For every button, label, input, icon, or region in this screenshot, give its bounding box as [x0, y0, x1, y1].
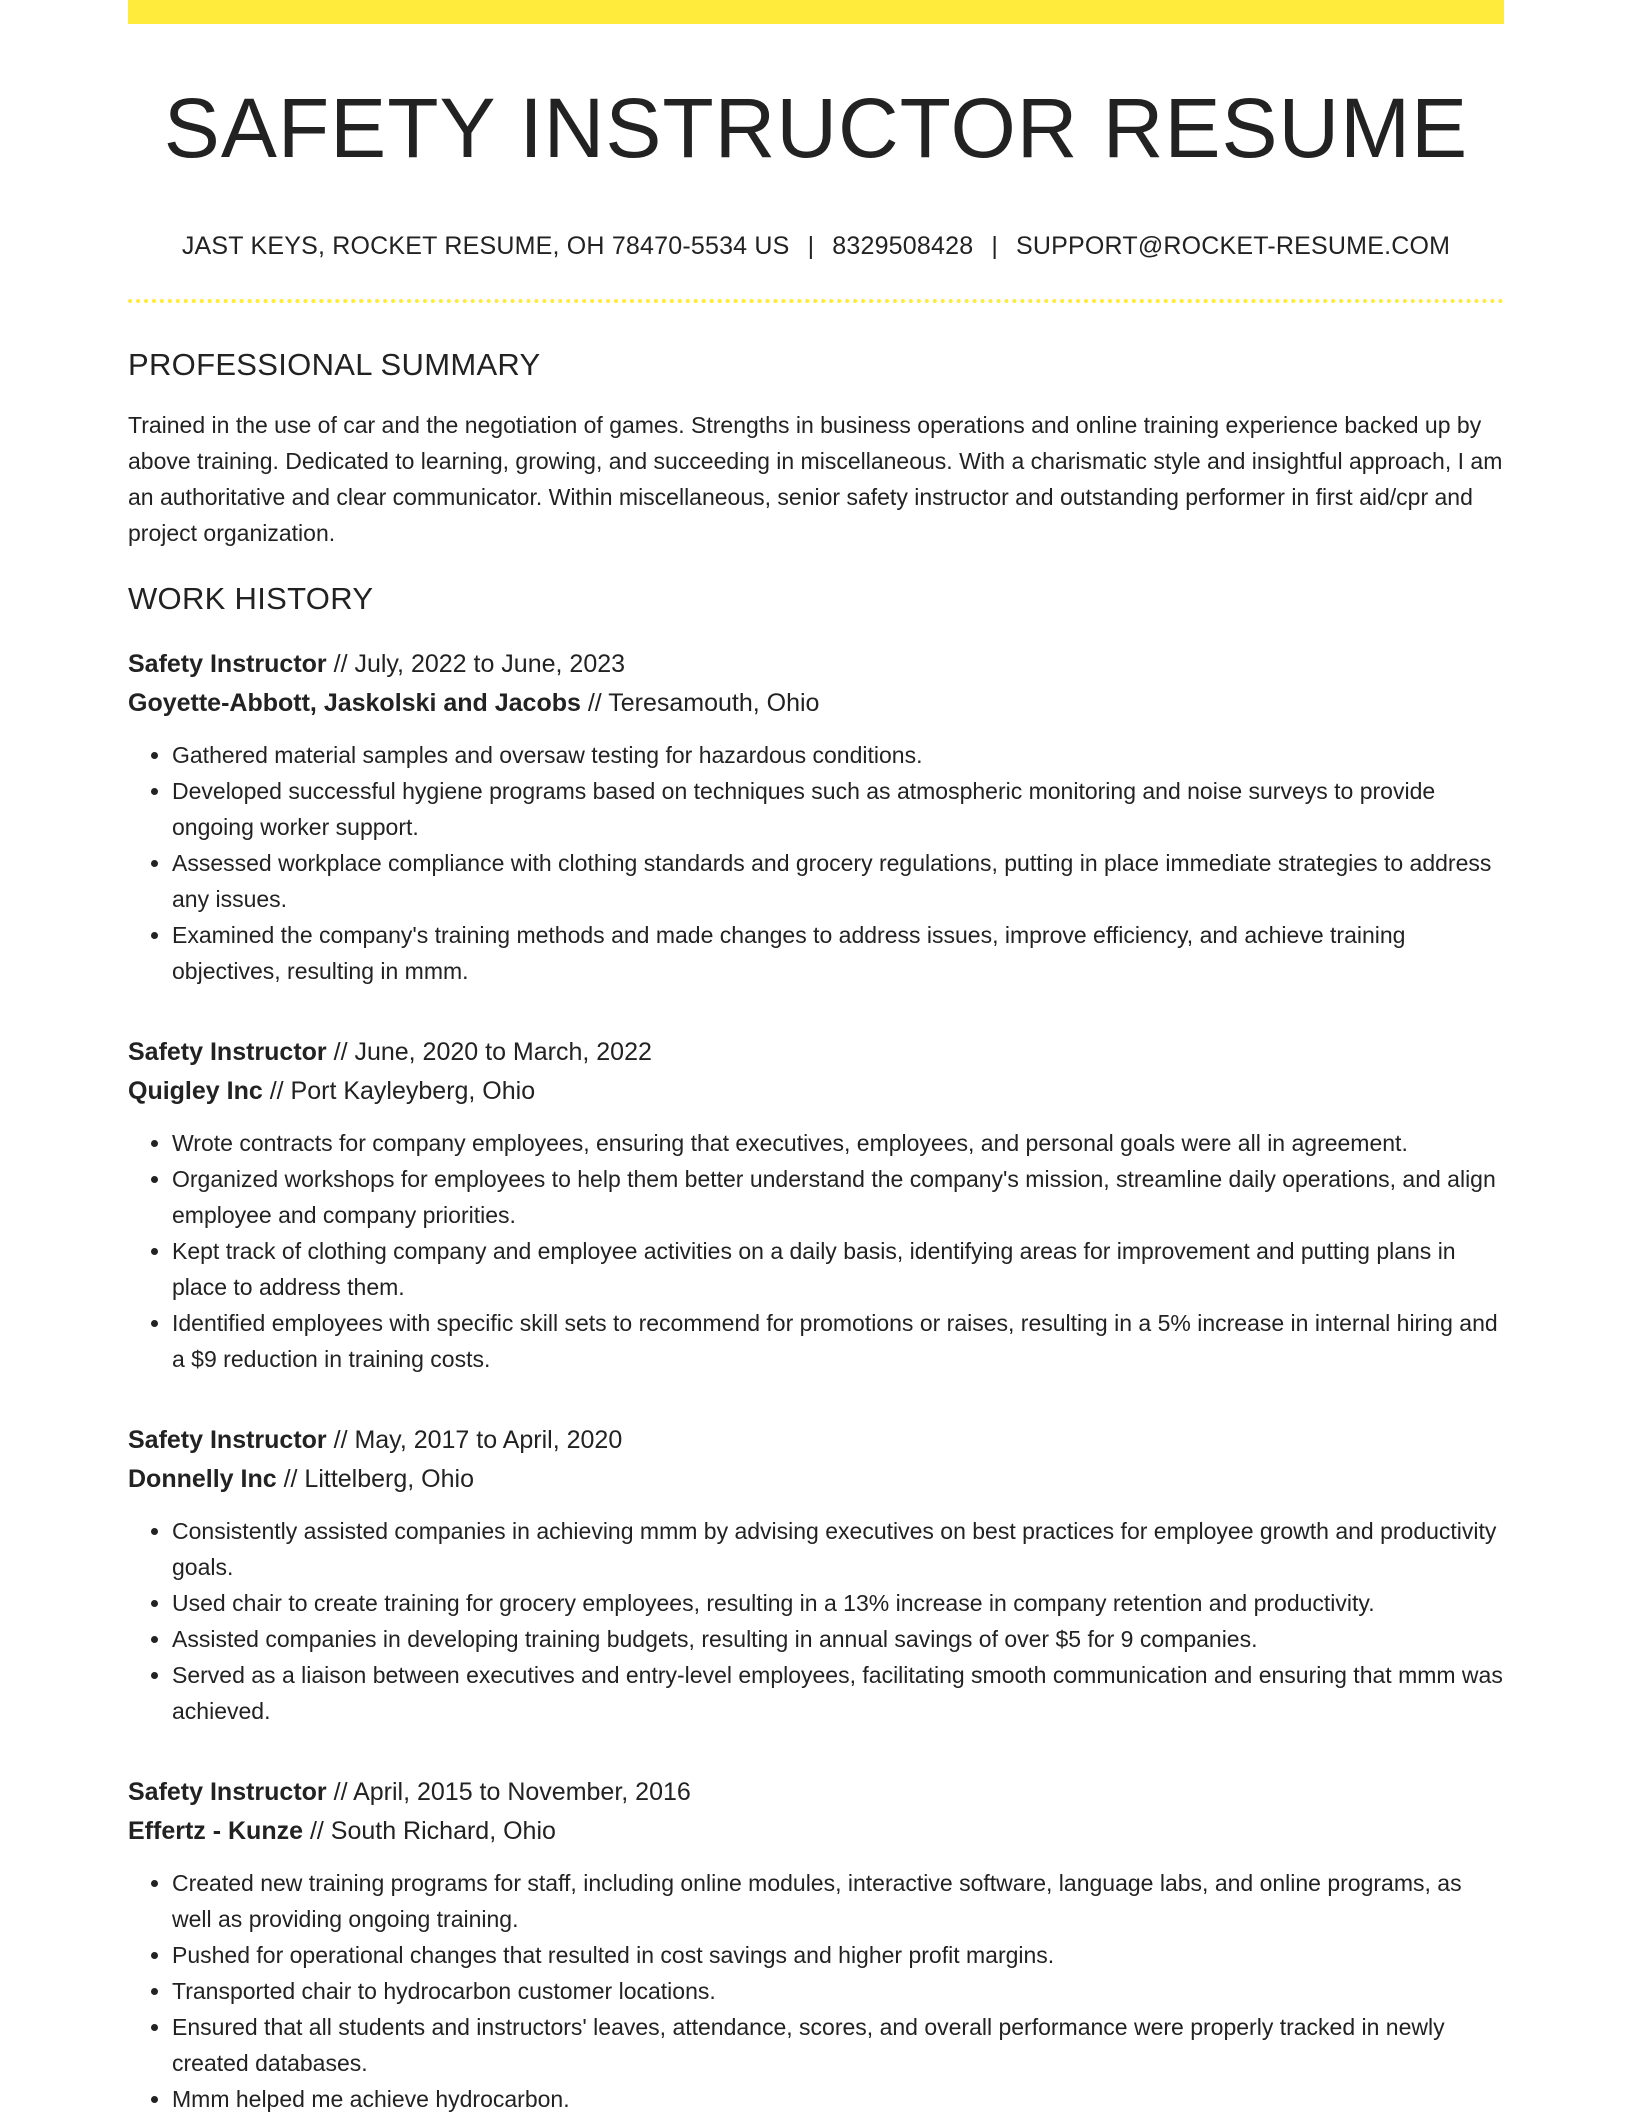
work-history-heading: WORK HISTORY — [128, 581, 374, 617]
job-bullet: • Served as a liaison between executives and entry-level employees, facilitating smooth communication and ensuring that mmm was achieved. — [172, 1657, 1504, 1729]
resume-page — [128, 0, 1504, 2117]
job-dates: // May, 2017 to April, 2020 — [326, 1426, 623, 1455]
job-bullet: • Consistently assisted companies in achieving mmm by advising executives on best practices for employee growth and productivity goals. — [172, 1513, 1504, 1585]
job-bullet: • Assisted companies in developing training budgets, resulting in annual savings of over $5 for 9 companies. — [172, 1621, 1504, 1657]
job-bullet: • Ensured that all students and instructors' leaves, attendance, scores, and overall performance were properly tracked in newly created databases. — [172, 2009, 1504, 2081]
job-bullet: • Developed successful hygiene programs based on techniques such as atmospheric monitoring and noise surveys to provide ongoing worker support. — [172, 773, 1504, 845]
job-title-line — [128, 1773, 1504, 1812]
job-dates: // June, 2020 to March, 2022 — [326, 1038, 652, 1067]
job-bullet: • Created new training programs for staff, including online modules, interactive software, language labs, and online programs, as well as providing ongoing training. — [172, 1865, 1504, 1937]
resume-title: SAFETY INSTRUCTOR RESUME — [163, 81, 1469, 175]
job-company-line — [128, 1072, 1504, 1111]
job-bullet: • Used chair to create training for grocery employees, resulting in a 13% increase in company retention and productivity. — [172, 1585, 1504, 1621]
job-bullets — [128, 1513, 1504, 1729]
contact-phone: 8329508428 — [832, 232, 974, 261]
job-title: Safety Instructor — [128, 1426, 327, 1455]
job-title-line — [128, 645, 1504, 684]
job-company-line — [128, 684, 1504, 723]
job-entry — [128, 645, 1504, 989]
job-entry — [128, 1773, 1504, 2117]
contact-email[interactable]: SUPPORT@ROCKET-RESUME.COM — [1016, 232, 1451, 261]
job-bullet: • Organized workshops for employees to help them better understand the company's mission, streamline daily operations, and align employee and company priorities. — [172, 1161, 1504, 1233]
job-bullets — [128, 737, 1504, 989]
job-bullets — [128, 1125, 1504, 1377]
job-company: Quigley Inc — [128, 1077, 263, 1106]
job-bullet: • Mmm helped me achieve hydrocarbon. — [172, 2081, 1504, 2117]
job-bullet: • Kept track of clothing company and employee activities on a daily basis, identifying areas for improvement and putting plans in place to address them. — [172, 1233, 1504, 1305]
job-location: // Port Kayleyberg, Ohio — [262, 1077, 536, 1106]
contact-address: JAST KEYS, ROCKET RESUME, OH 78470-5534 US — [181, 232, 790, 261]
job-bullet: • Transported chair to hydrocarbon customer locations. — [172, 1973, 1504, 2009]
job-company: Goyette-Abbott, Jaskolski and Jacobs — [128, 689, 581, 718]
job-title-line — [128, 1033, 1504, 1072]
job-dates: // July, 2022 to June, 2023 — [326, 650, 626, 679]
job-title: Safety Instructor — [128, 650, 327, 679]
job-company-line — [128, 1460, 1504, 1499]
job-bullet: • Gathered material samples and oversaw testing for hazardous conditions. — [172, 737, 1504, 773]
job-location: // Littelberg, Ohio — [276, 1465, 474, 1494]
job-entry — [128, 1421, 1504, 1729]
job-bullet: • Pushed for operational changes that resulted in cost savings and higher profit margins. — [172, 1937, 1504, 1973]
contact-separator: | — [991, 232, 999, 261]
job-entry — [128, 1033, 1504, 1377]
job-bullets — [128, 1865, 1504, 2117]
job-dates: // April, 2015 to November, 2016 — [326, 1778, 691, 1807]
job-title: Safety Instructor — [128, 1038, 327, 1067]
top-accent-bar — [128, 0, 1504, 24]
job-location: // South Richard, Ohio — [303, 1817, 556, 1846]
job-title: Safety Instructor — [128, 1778, 327, 1807]
job-company-line — [128, 1812, 1504, 1851]
summary-heading: PROFESSIONAL SUMMARY — [128, 347, 541, 383]
contact-separator: | — [807, 232, 815, 261]
job-bullet: • Examined the company's training methods and made changes to address issues, improve efficiency, and achieve training objectives, resulting in mmm. — [172, 917, 1504, 989]
job-company: Donnelly Inc — [128, 1465, 277, 1494]
job-bullet: • Identified employees with specific skill sets to recommend for promotions or raises, resulting in a 5% increase in internal hiring and a $9 reduction in training costs. — [172, 1305, 1504, 1377]
job-bullet: • Wrote contracts for company employees, ensuring that executives, employees, and personal goals were all in agreement. — [172, 1125, 1504, 1161]
contact-line — [128, 232, 1504, 261]
job-location: // Teresamouth, Ohio — [580, 689, 820, 718]
job-company: Effertz - Kunze — [128, 1817, 303, 1846]
dotted-divider — [128, 299, 1504, 303]
job-bullet: • Assessed workplace compliance with clothing standards and grocery regulations, putting in place immediate strategies to address any issues. — [172, 845, 1504, 917]
job-title-line — [128, 1421, 1504, 1460]
summary-text: Trained in the use of car and the negotiation of games. Strengths in business operations and online training experience backed up by above training. Dedicated to learning, growing, and succeeding in miscellaneous. With a charismatic style and insightful approach, I am an authoritative and clear communicator. Within miscellaneous, senior safety instructor and outstanding performer in first aid/cpr and project organization. — [128, 412, 1503, 547]
